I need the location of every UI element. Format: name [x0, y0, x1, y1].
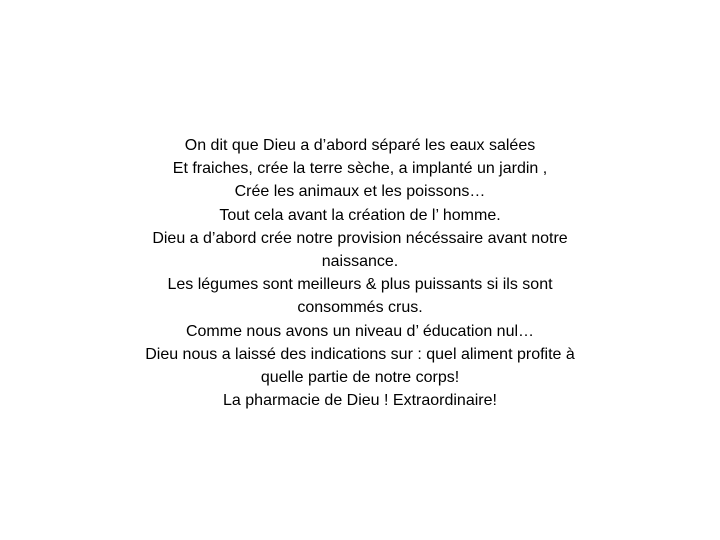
text-line: Dieu a d’abord crée notre provision nécéssaire avant notre	[152, 229, 568, 247]
text-line: On dit que Dieu a d’abord séparé les eaux salées	[184, 137, 536, 154]
text-line: quelle partie de notre corps!	[260, 369, 460, 387]
text-block	[90, 134, 630, 412]
text-line: consommés crus.	[297, 299, 423, 317]
text-line: La pharmacie de Dieu ! Extraordinaire!	[223, 392, 497, 410]
text-line: Dieu nous a laissé des indications sur : quel aliment profite à	[145, 345, 575, 363]
text-line: Crée les animaux et les poissons…	[234, 183, 486, 201]
text-line: Les légumes sont meilleurs & plus puissants si ils sont	[167, 276, 553, 294]
text-line: Comme nous avons un niveau d’ éducation nul…	[185, 322, 535, 340]
text-line: naissance.	[321, 253, 399, 271]
text-line: Et fraiches, crée la terre sèche, a implanté un jardin ,	[172, 160, 548, 178]
text-line: Tout cela avant la création de l’ homme.	[219, 206, 501, 224]
